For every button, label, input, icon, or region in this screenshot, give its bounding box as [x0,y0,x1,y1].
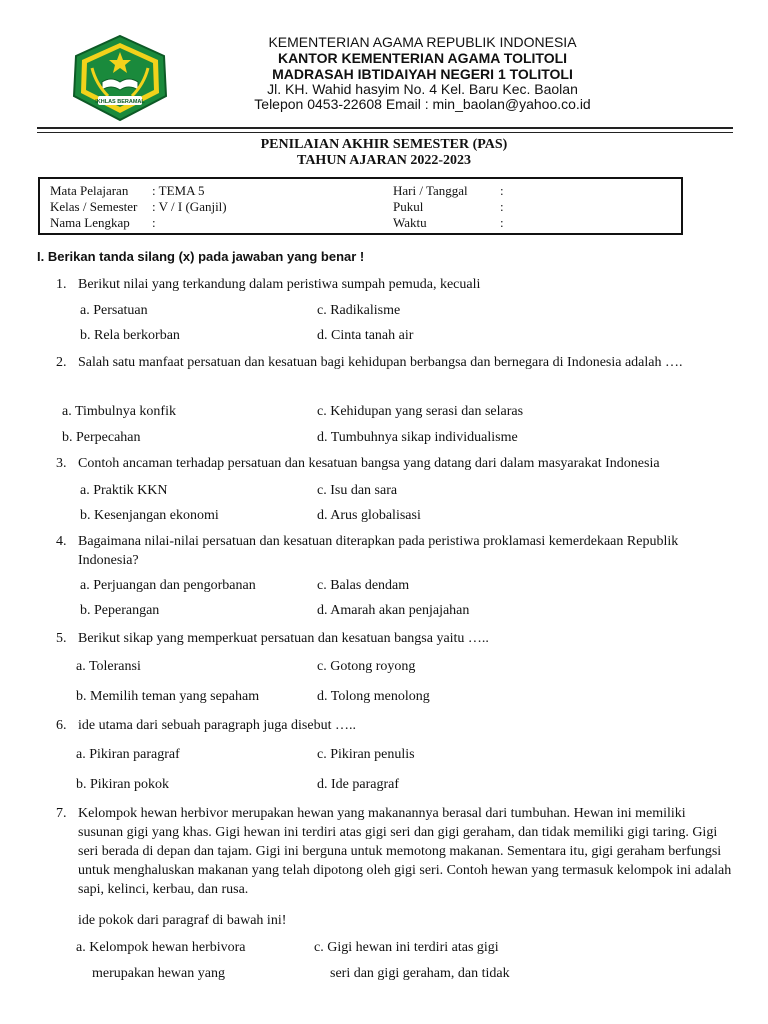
option-d[interactable]: d. Tumbuhnya sikap individualisme [317,430,518,445]
question-text: Berikut sikap yang memperkuat persatuan dan kesatuan bangsa yaitu ….. [78,631,489,646]
label-time: Pukul [393,199,424,214]
question-number: 2. [56,355,67,370]
exam-year: TAHUN AJARAN 2022-2023 [297,153,471,168]
value-name: : [152,215,156,230]
option-a-continued[interactable]: merupakan hewan yang [92,966,225,981]
value-class: : V / I (Ganjil) [152,199,227,214]
header-ministry: KEMENTERIAN AGAMA REPUBLIK INDONESIA [268,34,577,50]
question-number: 1. [56,277,67,292]
exam-title: PENILAIAN AKHIR SEMESTER (PAS) [260,137,508,152]
option-d[interactable]: d. Cinta tanah air [317,328,414,343]
option-b[interactable]: b. Peperangan [80,603,160,618]
question-text: ide utama dari sebuah paragraph juga disebut ….. [78,718,356,733]
option-b[interactable]: b. Memilih teman yang sepaham [76,689,260,704]
option-b[interactable]: b. Perpecahan [62,430,141,445]
option-b[interactable]: b. Rela berkorban [80,328,180,343]
option-a[interactable]: a. Timbulnya konfik [62,404,176,419]
option-a[interactable]: a. Toleransi [76,659,141,674]
header-divider-thick [37,127,733,129]
label-duration: Waktu [393,215,427,230]
question-number: 3. [56,456,67,471]
question-passage: Kelompok hewan herbivor merupakan hewan yang makanannya berasal dari tumbuhan. Hewan ini memiliki susunan gigi yang khas. Gigi hewan ini terdiri atas gigi seri dan gigi geraham, dan tidak memiliki gigi taring. Gigi seri berada di depan dan tajam. Gigi ini berguna untuk memotong makanan. Sementara itu, gigi geraham berfungsi untuk menghaluskan makanan yang telah dipotong oleh gigi seri. Contoh hewan yang termasuk kelompok ini adalah sapi, kelinci, kerbau, dan rusa. [78,806,732,897]
header-address: Jl. KH. Wahid hasyim No. 4 Kel. Baru Kec. Baolan [267,81,578,97]
option-b[interactable]: b. Kesenjangan ekonomi [80,508,219,523]
option-c[interactable]: c. Radikalisme [317,303,401,318]
option-c[interactable]: c. Kehidupan yang serasi dan selaras [317,404,524,419]
option-d[interactable]: d. Ide paragraf [317,777,400,792]
kemenag-logo [68,34,172,122]
question-number: 5. [56,631,67,646]
value-duration: : [500,215,504,230]
value-time: : [500,199,504,214]
header-contact: Telepon 0453-22608 Email : min_baolan@yahoo.co.id [254,96,591,112]
header-office: KANTOR KEMENTERIAN AGAMA TOLITOLI [277,50,568,66]
option-c-continued[interactable]: seri dan gigi geraham, dan tidak [330,966,510,981]
question-text: Salah satu manfaat persatuan dan kesatuan bagi kehidupan berbangsa dan bernegara di Indonesia adalah …. [78,355,683,370]
option-c[interactable]: c. Balas dendam [317,578,410,593]
motto-text: IKHLAS BERAMAL [95,99,145,105]
section-instruction: I. Berikan tanda silang (x) pada jawaban yang benar ! [37,249,365,264]
option-a[interactable]: a. Kelompok hewan herbivora [76,940,246,955]
question-prompt: ide pokok dari paragraf di bawah ini! [78,913,287,928]
value-date: : [500,183,504,198]
option-d[interactable]: d. Amarah akan penjajahan [317,603,470,618]
option-c[interactable]: c. Gigi hewan ini terdiri atas gigi [314,940,499,955]
option-d[interactable]: d. Tolong menolong [317,689,430,704]
question-number: 4. [56,534,67,549]
option-a[interactable]: a. Persatuan [80,303,148,318]
label-class: Kelas / Semester [50,199,138,214]
option-c[interactable]: c. Isu dan sara [317,483,398,498]
label-subject: Mata Pelajaran [50,183,129,198]
label-name: Nama Lengkap [50,215,130,230]
option-c[interactable]: c. Pikiran penulis [317,747,415,762]
question-number: 7. [56,806,67,821]
option-a[interactable]: a. Perjuangan dan pengorbanan [80,578,256,593]
label-date: Hari / Tanggal [393,183,468,198]
option-c[interactable]: c. Gotong royong [317,659,416,674]
question-text: Bagaimana nilai-nilai persatuan dan kesatuan diterapkan pada peristiwa proklamasi kemerdekaan Republik Indonesia? [78,534,679,568]
question-number: 6. [56,718,67,733]
header-divider-thin [37,132,733,133]
question-text: Contoh ancaman terhadap persatuan dan kesatuan bangsa yang datang dari dalam masyarakat Indonesia [78,456,660,471]
value-subject: : TEMA 5 [152,183,205,198]
option-d[interactable]: d. Arus globalisasi [317,508,421,523]
header-school: MADRASAH IBTIDAIYAH NEGERI 1 TOLITOLI [272,66,573,82]
option-a[interactable]: a. Praktik KKN [80,483,168,498]
option-a[interactable]: a. Pikiran paragraf [76,747,180,762]
option-b[interactable]: b. Pikiran pokok [76,777,169,792]
question-text: Berikut nilai yang terkandung dalam peristiwa sumpah pemuda, kecuali [78,277,481,292]
